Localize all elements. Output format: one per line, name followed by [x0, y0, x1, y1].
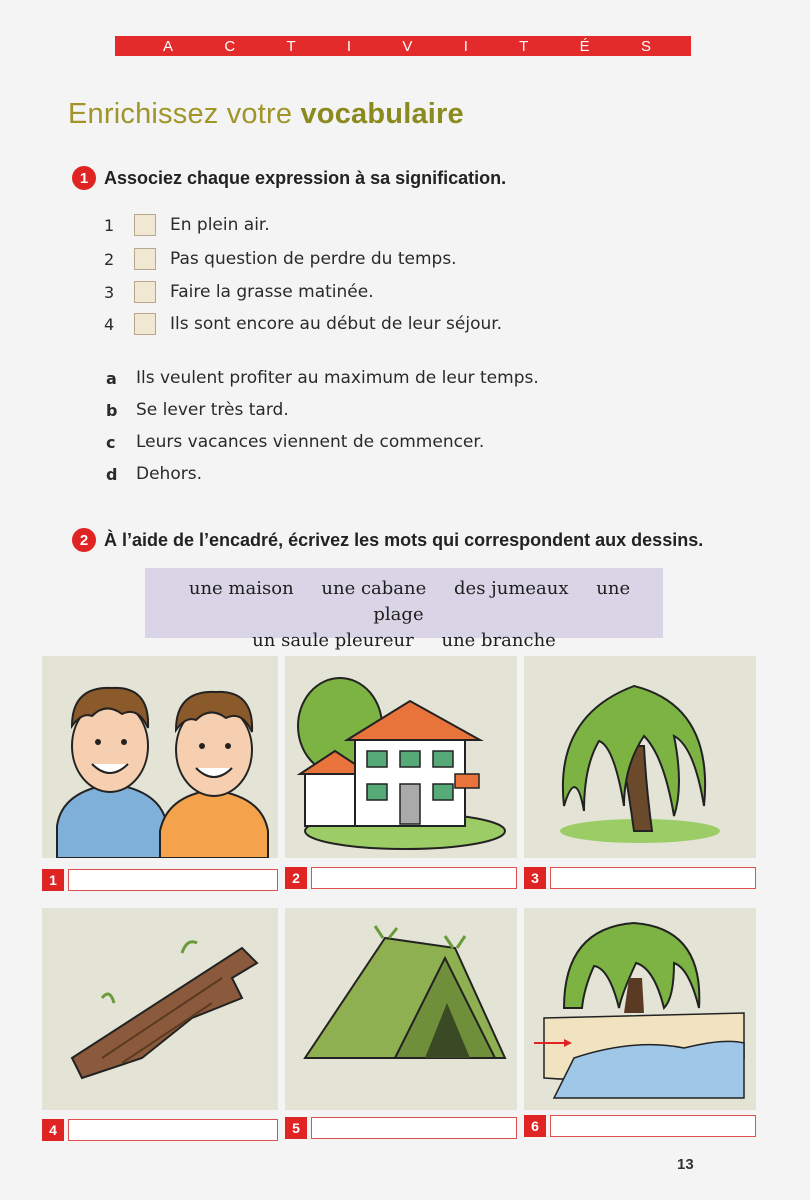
expression-number: 1 [104, 215, 115, 235]
definition-row [106, 432, 484, 452]
expression-text: Ils sont encore au début de leur séjour. [170, 314, 503, 334]
word-box [145, 568, 663, 651]
exercise-1-instruction [72, 166, 506, 190]
beach-illustration [524, 908, 756, 1110]
definition-row [106, 464, 202, 484]
answer-input[interactable] [311, 867, 517, 889]
word: une maison [188, 578, 294, 599]
answer-number: 4 [42, 1119, 64, 1141]
exercise-2-number: 2 [72, 528, 96, 552]
expression-row [104, 313, 502, 335]
answer-2 [285, 866, 517, 890]
definition-letter: d [106, 464, 118, 484]
activities-banner [115, 36, 691, 56]
answer-input[interactable] [68, 1119, 278, 1141]
title-bold: vocabulaire [300, 98, 464, 130]
definition-text: Dehors. [136, 464, 202, 484]
banner-letter: S [640, 37, 651, 55]
exercise-1-number: 1 [72, 166, 96, 190]
banner-letter: I [346, 37, 352, 55]
definition-letter: c [106, 432, 116, 452]
answer-input[interactable] [550, 1115, 756, 1137]
expression-row [104, 214, 270, 236]
answer-input[interactable] [550, 867, 756, 889]
answer-3 [524, 866, 756, 890]
definition-text: Leurs vacances viennent de commencer. [136, 432, 485, 452]
answer-input[interactable] [68, 869, 278, 891]
hut-illustration [285, 908, 517, 1110]
branch-illustration [42, 908, 278, 1110]
banner-letter: I [463, 37, 468, 55]
expression-number: 3 [104, 282, 115, 302]
expression-text: Faire la grasse matinée. [170, 282, 374, 302]
word: une branche [441, 630, 556, 651]
banner-letter: T [286, 37, 296, 55]
expression-number: 4 [104, 314, 115, 334]
answer-number: 5 [285, 1117, 307, 1139]
exercise-1-text: Associez chaque expression à sa signification. [104, 167, 507, 188]
house-illustration [285, 656, 517, 858]
title-plain: Enrichissez votre [68, 98, 301, 130]
definition-row [106, 400, 289, 420]
page-title [68, 98, 464, 131]
answer-number: 2 [285, 867, 307, 889]
answer-box[interactable] [134, 281, 156, 303]
banner-letter: V [402, 37, 413, 55]
answer-5 [285, 1116, 517, 1140]
banner-letter: T [519, 37, 529, 55]
definition-letter: b [106, 400, 118, 420]
word: une cabane [321, 578, 427, 599]
word: des jumeaux [454, 578, 569, 599]
expression-text: En plein air. [170, 215, 270, 235]
exercise-2-text: À l’aide de l’encadré, écrivez les mots qui correspondent aux dessins. [104, 529, 704, 550]
word: un saule pleureur [252, 630, 414, 651]
willow-tree-illustration [524, 656, 756, 858]
definition-text: Ils veulent profiter au maximum de leur temps. [136, 368, 539, 388]
exercise-2-instruction [72, 528, 703, 552]
expression-number: 2 [104, 249, 115, 269]
answer-box[interactable] [134, 313, 156, 335]
expression-row [104, 248, 457, 270]
definition-letter: a [106, 368, 117, 388]
definition-text: Se lever très tard. [136, 400, 289, 420]
word: une plage [373, 578, 631, 625]
twins-illustration [42, 656, 278, 858]
answer-number: 3 [524, 867, 546, 889]
answer-1 [42, 868, 278, 892]
answer-box[interactable] [134, 214, 156, 236]
answer-6 [524, 1114, 756, 1138]
banner-letter: C [224, 37, 236, 55]
banner-letter: É [579, 37, 590, 55]
expression-row [104, 281, 374, 303]
definition-row [106, 368, 539, 388]
answer-box[interactable] [134, 248, 156, 270]
answer-4 [42, 1118, 278, 1142]
answer-input[interactable] [311, 1117, 517, 1139]
page-number: 13 [677, 1156, 694, 1173]
expression-text: Pas question de perdre du temps. [170, 249, 457, 269]
banner-letter: A [163, 37, 174, 55]
answer-number: 6 [524, 1115, 546, 1137]
answer-number: 1 [42, 869, 64, 891]
